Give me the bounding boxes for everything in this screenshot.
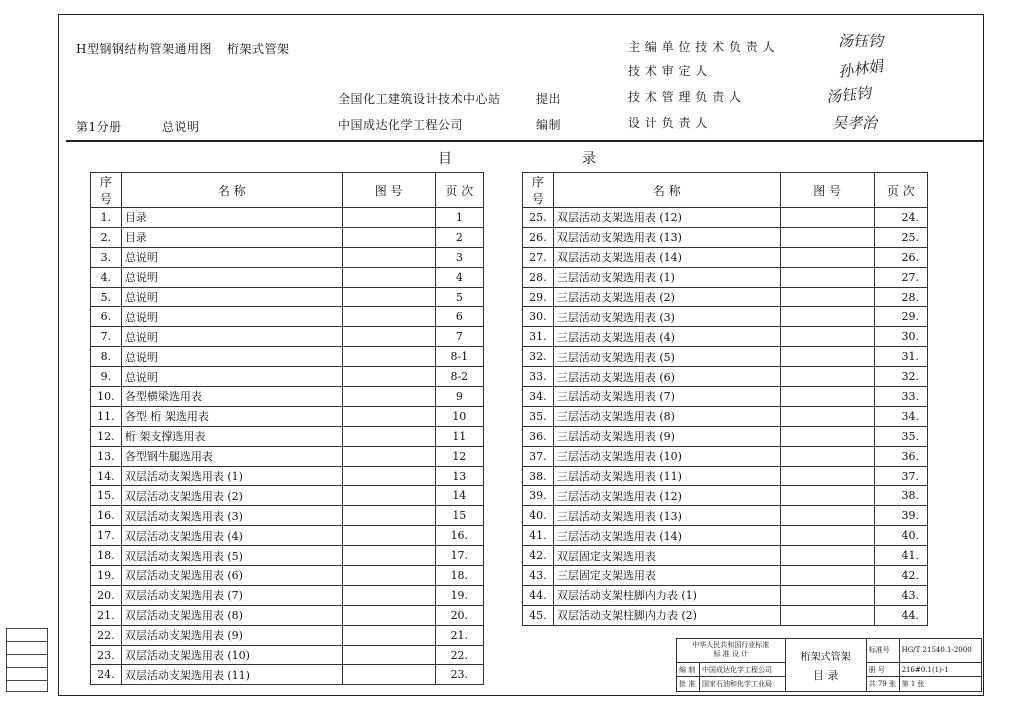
row-name: 双层固定支架选用表 <box>553 546 780 566</box>
row-drawing-no <box>342 506 435 526</box>
row-drawing-no <box>780 367 874 387</box>
row-name: 各型横梁选用表 <box>121 387 342 407</box>
row-drawing-no <box>780 208 874 228</box>
table-row <box>523 526 928 546</box>
row-name: 双层活动支架选用表 (11) <box>121 665 342 685</box>
row-number: 10. <box>91 387 122 407</box>
row-drawing-no <box>342 367 435 387</box>
table-row <box>91 645 484 665</box>
row-page: 18. <box>435 566 483 586</box>
table-row <box>91 287 484 307</box>
row-name: 双层活动支架选用表 (7) <box>121 585 342 605</box>
row-name: 三层活动支架选用表 (2) <box>553 287 780 307</box>
row-number: 29. <box>523 287 554 307</box>
signature-2: 孙林娟 <box>837 56 885 82</box>
row-name: 双层活动支架选用表 (13) <box>553 227 780 247</box>
table-row <box>91 347 484 367</box>
row-number: 20. <box>91 585 122 605</box>
row-page: 6 <box>435 307 483 327</box>
row-number: 43. <box>523 566 554 586</box>
table-row <box>91 247 484 267</box>
row-drawing-no <box>780 506 874 526</box>
row-page: 17. <box>435 546 483 566</box>
table-row <box>91 307 484 327</box>
row-number: 14. <box>91 466 122 486</box>
row-name: 三层活动支架选用表 (3) <box>553 307 780 327</box>
table-row <box>91 426 484 446</box>
row-page: 43. <box>874 585 927 605</box>
table-row <box>523 327 928 347</box>
table-row <box>91 585 484 605</box>
row-name: 双层活动支架选用表 (3) <box>121 506 342 526</box>
row-page: 33. <box>874 387 927 407</box>
row-number: 13. <box>91 446 122 466</box>
table-row <box>91 625 484 645</box>
row-number: 35. <box>523 406 554 426</box>
row-page: 19. <box>435 585 483 605</box>
row-page: 15 <box>435 506 483 526</box>
row-name: 双层活动支架选用表 (12) <box>553 208 780 228</box>
row-name: 总说明 <box>121 287 342 307</box>
row-page: 28. <box>874 287 927 307</box>
row-name: 总说明 <box>121 367 342 387</box>
row-number: 6. <box>91 307 122 327</box>
row-name: 三层活动支架选用表 (13) <box>553 506 780 526</box>
row-name: 总说明 <box>121 347 342 367</box>
row-name: 目录 <box>121 227 342 247</box>
title-block <box>676 638 982 692</box>
row-number: 34. <box>523 387 554 407</box>
row-number: 19. <box>91 566 122 586</box>
table-row <box>91 566 484 586</box>
row-name: 总说明 <box>121 307 342 327</box>
table-header-row <box>523 173 928 208</box>
col-header-no: 序号 <box>91 173 122 208</box>
row-drawing-no <box>342 585 435 605</box>
row-name: 桁 架支撑选用表 <box>121 426 342 446</box>
row-page: 11 <box>435 426 483 446</box>
row-drawing-no <box>780 566 874 586</box>
toc-table-right <box>522 172 928 626</box>
row-number: 7. <box>91 327 122 347</box>
total-pages: 共 79 张 <box>866 677 899 692</box>
row-number: 9. <box>91 367 122 387</box>
row-drawing-no <box>342 605 435 625</box>
row-number: 22. <box>91 625 122 645</box>
toc-title-left: 目 <box>438 151 453 167</box>
row-name: 三层固定支架选用表 <box>553 566 780 586</box>
row-drawing-no <box>342 347 435 367</box>
role-tech-manager: 技 术 管 理 负 责 人 <box>628 90 742 104</box>
row-number: 31. <box>523 327 554 347</box>
row-page: 16. <box>435 526 483 546</box>
row-name: 三层活动支架选用表 (8) <box>553 406 780 426</box>
row-page: 29. <box>874 307 927 327</box>
row-page: 24. <box>874 208 927 228</box>
atlas-no-label: 册 号 <box>866 662 899 677</box>
role-tech-approver: 技 术 审 定 人 <box>628 64 708 78</box>
table-row <box>91 546 484 566</box>
row-drawing-no <box>780 406 874 426</box>
row-number: 26. <box>523 227 554 247</box>
row-number: 1. <box>91 208 122 228</box>
row-drawing-no <box>780 486 874 506</box>
table-row <box>523 585 928 605</box>
row-drawing-no <box>780 307 874 327</box>
row-name: 双层活动支架选用表 (4) <box>121 526 342 546</box>
table-row <box>91 227 484 247</box>
signature-3: 汤钰钧 <box>825 83 872 107</box>
row-page: 35. <box>874 426 927 446</box>
table-row <box>91 387 484 407</box>
row-number: 11. <box>91 406 122 426</box>
signature-1: 汤钰钧 <box>838 32 884 50</box>
row-page: 13 <box>435 466 483 486</box>
row-number: 17. <box>91 526 122 546</box>
approve-org: 国家石油和化学工业局 <box>700 677 786 692</box>
row-page: 34. <box>874 406 927 426</box>
row-number: 4. <box>91 267 122 287</box>
row-number: 33. <box>523 367 554 387</box>
row-page: 10 <box>435 406 483 426</box>
table-row <box>91 466 484 486</box>
row-drawing-no <box>780 247 874 267</box>
row-number: 45. <box>523 605 554 625</box>
row-drawing-no <box>342 526 435 546</box>
row-name: 双层活动支架选用表 (9) <box>121 625 342 645</box>
standard-line2: 标 准 设 计 <box>713 650 749 659</box>
col-header-no: 序号 <box>523 173 554 208</box>
row-page: 12 <box>435 446 483 466</box>
row-page: 8-2 <box>435 367 483 387</box>
table-row <box>91 446 484 466</box>
atlas-no-value: 216#0.1(1)-1 <box>899 662 981 677</box>
row-page: 32. <box>874 367 927 387</box>
atlas-subtitle: 桁架式管架 <box>227 42 290 56</box>
row-drawing-no <box>342 625 435 645</box>
row-page: 4 <box>435 267 483 287</box>
row-name: 双层活动支架选用表 (8) <box>121 605 342 625</box>
row-drawing-no <box>780 466 874 486</box>
row-name: 目录 <box>121 208 342 228</box>
row-name: 各型钢牛腿选用表 <box>121 446 342 466</box>
row-number: 41. <box>523 526 554 546</box>
row-page: 7 <box>435 327 483 347</box>
role-chief-tech: 主 编 单 位 技 术 负 责 人 <box>628 40 776 54</box>
side-stamp-box <box>6 628 48 692</box>
row-number: 40. <box>523 506 554 526</box>
row-page: 39. <box>874 506 927 526</box>
table-row <box>523 466 928 486</box>
table-row <box>523 367 928 387</box>
row-name: 三层活动支架选用表 (5) <box>553 347 780 367</box>
row-page: 3 <box>435 247 483 267</box>
drawing-name: 桁架式管架 <box>800 651 851 663</box>
row-number: 28. <box>523 267 554 287</box>
row-drawing-no <box>780 605 874 625</box>
row-name: 总说明 <box>121 267 342 287</box>
row-number: 16. <box>91 506 122 526</box>
row-name: 双层活动支架柱脚内力表 (2) <box>553 605 780 625</box>
row-name: 三层活动支架选用表 (1) <box>553 267 780 287</box>
col-header-page: 页 次 <box>435 173 483 208</box>
table-row <box>523 546 928 566</box>
table-row <box>523 566 928 586</box>
drawing-title: 目 录 <box>812 668 839 682</box>
row-drawing-no <box>342 566 435 586</box>
row-drawing-no <box>780 227 874 247</box>
table-row <box>91 208 484 228</box>
table-header-row <box>91 173 484 208</box>
row-page: 14 <box>435 486 483 506</box>
row-name: 三层活动支架选用表 (14) <box>553 526 780 546</box>
row-drawing-no <box>342 287 435 307</box>
row-number: 36. <box>523 426 554 446</box>
row-page: 21. <box>435 625 483 645</box>
row-drawing-no <box>780 327 874 347</box>
col-header-drawing: 图 号 <box>780 173 874 208</box>
row-page: 38. <box>874 486 927 506</box>
row-name: 总说明 <box>121 247 342 267</box>
row-number: 3. <box>91 247 122 267</box>
table-row <box>91 406 484 426</box>
col-header-name: 名 称 <box>121 173 342 208</box>
row-page: 31. <box>874 347 927 367</box>
row-name: 双层活动支架选用表 (5) <box>121 546 342 566</box>
row-number: 23. <box>91 645 122 665</box>
row-drawing-no <box>342 267 435 287</box>
row-number: 32. <box>523 347 554 367</box>
row-page: 37. <box>874 466 927 486</box>
row-page: 27. <box>874 267 927 287</box>
row-page: 1 <box>435 208 483 228</box>
row-number: 44. <box>523 585 554 605</box>
row-page: 36. <box>874 446 927 466</box>
row-drawing-no <box>780 446 874 466</box>
table-row <box>523 406 928 426</box>
row-number: 30. <box>523 307 554 327</box>
table-row <box>523 227 928 247</box>
row-number: 12. <box>91 426 122 446</box>
row-drawing-no <box>342 307 435 327</box>
row-drawing-no <box>342 665 435 685</box>
table-row <box>523 387 928 407</box>
row-drawing-no <box>342 406 435 426</box>
row-number: 37. <box>523 446 554 466</box>
row-name: 双层活动支架选用表 (2) <box>121 486 342 506</box>
table-row <box>91 327 484 347</box>
volume-label: 第1分册 <box>76 120 122 134</box>
row-drawing-no <box>780 585 874 605</box>
table-row <box>91 605 484 625</box>
table-row <box>523 605 928 625</box>
row-drawing-no <box>342 546 435 566</box>
row-name: 双层活动支架柱脚内力表 (1) <box>553 585 780 605</box>
table-row <box>91 486 484 506</box>
row-number: 8. <box>91 347 122 367</box>
row-number: 24. <box>91 665 122 685</box>
atlas-title: H型钢钢结构管架通用图 <box>76 42 212 56</box>
table-row <box>523 486 928 506</box>
row-drawing-no <box>780 267 874 287</box>
header-divider <box>66 140 984 142</box>
table-row <box>91 267 484 287</box>
col-header-page: 页 次 <box>874 173 927 208</box>
row-name: 三层活动支架选用表 (10) <box>553 446 780 466</box>
row-name: 总说明 <box>121 327 342 347</box>
row-page: 22. <box>435 645 483 665</box>
row-number: 21. <box>91 605 122 625</box>
standard-line1: 中华人民共和国行业标准 <box>692 641 770 650</box>
row-page: 44. <box>874 605 927 625</box>
std-no-label: 标准号 <box>866 639 899 663</box>
std-no-value: HG/T 21540.1-2000 <box>899 639 981 663</box>
col-header-name: 名 称 <box>553 173 780 208</box>
row-drawing-no <box>342 645 435 665</box>
row-drawing-no <box>780 347 874 367</box>
row-number: 15. <box>91 486 122 506</box>
row-number: 18. <box>91 546 122 566</box>
table-row <box>91 665 484 685</box>
row-page: 26. <box>874 247 927 267</box>
row-number: 2. <box>91 227 122 247</box>
row-number: 42. <box>523 546 554 566</box>
table-row <box>523 208 928 228</box>
compile-org: 中国成达化学工程公司 <box>700 662 786 677</box>
table-row <box>523 347 928 367</box>
table-row <box>91 526 484 546</box>
row-name: 双层活动支架选用表 (14) <box>553 247 780 267</box>
row-name: 三层活动支架选用表 (4) <box>553 327 780 347</box>
compile-label: 编 制 <box>677 662 700 677</box>
col-header-drawing: 图 号 <box>342 173 435 208</box>
row-page: 20. <box>435 605 483 625</box>
row-drawing-no <box>342 247 435 267</box>
row-name: 三层活动支架选用表 (12) <box>553 486 780 506</box>
title-block-drawing <box>785 639 866 692</box>
table-row <box>523 287 928 307</box>
volume-title: 总说明 <box>162 120 200 134</box>
table-row <box>523 506 928 526</box>
toc-title-right: 录 <box>582 151 597 167</box>
row-name: 三层活动支架选用表 (9) <box>553 426 780 446</box>
row-name: 三层活动支架选用表 (7) <box>553 387 780 407</box>
org-compiler: 中国成达化学工程公司 <box>338 118 464 132</box>
sheet-no: 第 1 张 <box>899 677 981 692</box>
row-name: 双层活动支架选用表 (10) <box>121 645 342 665</box>
role-design-lead: 设 计 负 责 人 <box>628 116 708 130</box>
row-drawing-no <box>780 526 874 546</box>
row-drawing-no <box>342 446 435 466</box>
table-row <box>91 367 484 387</box>
row-page: 2 <box>435 227 483 247</box>
row-name: 双层活动支架选用表 (6) <box>121 566 342 586</box>
row-drawing-no <box>342 208 435 228</box>
approve-label: 批 准 <box>677 677 700 692</box>
row-drawing-no <box>780 546 874 566</box>
row-name: 三层活动支架选用表 (11) <box>553 466 780 486</box>
table-row <box>523 247 928 267</box>
org-proposer-role: 提出 <box>536 92 562 106</box>
row-drawing-no <box>780 426 874 446</box>
row-drawing-no <box>342 466 435 486</box>
row-number: 27. <box>523 247 554 267</box>
row-drawing-no <box>342 486 435 506</box>
row-page: 42. <box>874 566 927 586</box>
row-drawing-no <box>780 287 874 307</box>
row-name: 双层活动支架选用表 (1) <box>121 466 342 486</box>
row-page: 8-1 <box>435 347 483 367</box>
row-number: 25. <box>523 208 554 228</box>
title-block-standard <box>677 639 786 663</box>
row-drawing-no <box>342 426 435 446</box>
table-row <box>523 446 928 466</box>
org-proposer: 全国化工建筑设计技术中心站 <box>338 92 501 106</box>
row-page: 23. <box>435 665 483 685</box>
row-page: 41. <box>874 546 927 566</box>
row-page: 5 <box>435 287 483 307</box>
row-drawing-no <box>342 327 435 347</box>
row-drawing-no <box>342 227 435 247</box>
row-number: 5. <box>91 287 122 307</box>
row-drawing-no <box>342 387 435 407</box>
row-number: 39. <box>523 486 554 506</box>
row-page: 40. <box>874 526 927 546</box>
row-name: 各型 桁 架选用表 <box>121 406 342 426</box>
row-name: 三层活动支架选用表 (6) <box>553 367 780 387</box>
row-page: 25. <box>874 227 927 247</box>
toc-table-left <box>90 172 484 685</box>
row-number: 38. <box>523 466 554 486</box>
table-row <box>523 307 928 327</box>
row-page: 30. <box>874 327 927 347</box>
table-row <box>91 506 484 526</box>
row-drawing-no <box>780 387 874 407</box>
signature-4: 吴孝治 <box>832 114 878 132</box>
row-page: 9 <box>435 387 483 407</box>
org-compiler-role: 编制 <box>536 118 562 132</box>
table-row <box>523 426 928 446</box>
table-row <box>523 267 928 287</box>
